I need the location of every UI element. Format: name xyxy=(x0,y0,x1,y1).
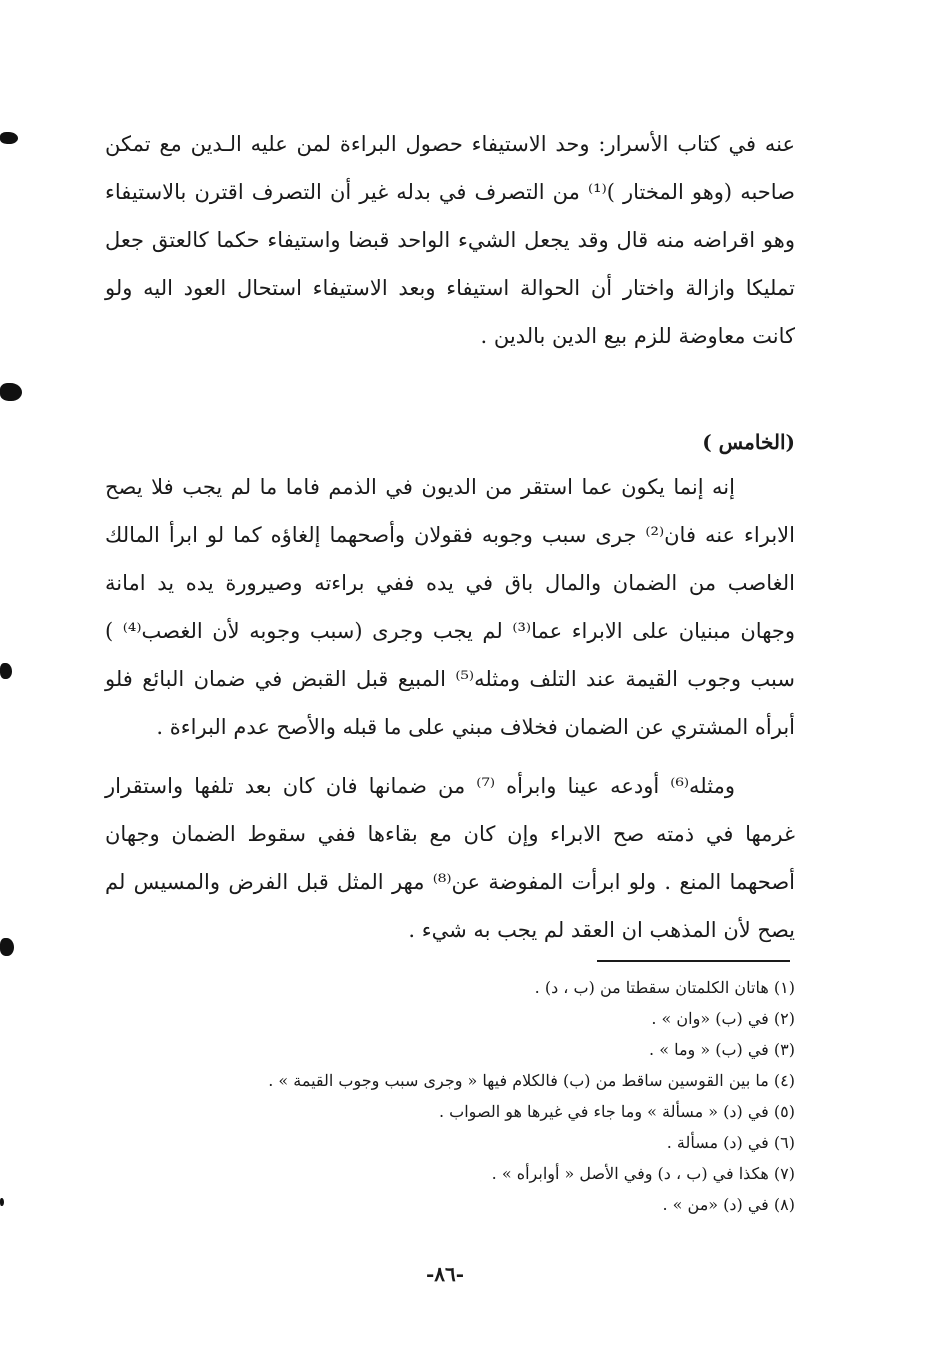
footnote-item: (٣) في (ب) « وما » . xyxy=(649,1040,795,1059)
footnote-item: (٦) في (د) مسألة . xyxy=(666,1133,795,1152)
footnote-item: (٨) في (د) «من » . xyxy=(662,1195,795,1214)
footnote-item: (١) هاتان الكلمتان سقطتا من (ب ، د) . xyxy=(534,978,795,997)
section-heading: (الخامس ) xyxy=(702,430,795,454)
body-paragraph-2: إنه إنما يكون عما استقر من الديون في الذمم فاما ما لم يجب فلا يصح الابراء عنه فان⁽²⁾ جرى سبب وجوبه فقولان وأصحهما إلغاؤه كما لو ابرأ المالك الغاصب من الضمان والمال باق في يده ففي براءته وصيرورة يده يد امانة وجهان مبنيان على الابراء عما⁽³⁾ لم يجب وجرى (سبب وجوبه لأن الغصب⁽⁴⁾ ) سبب وجوب القيمة عند التلف ومثله⁽⁵⁾ المبيع قبل القبض في ضمان البائع فلو أبرأه المشتري عن الضمان فخلاف مبني على ما قبله والأصح عدم البراءة . xyxy=(105,475,795,739)
scan-edge-mark xyxy=(0,383,22,401)
scan-edge-mark xyxy=(0,663,12,679)
body-paragraph-3: ومثله⁽⁶⁾ أودعه عينا وابرأه ⁽⁷⁾ من ضمانها فان كان بعد تلفها واستقرار غرمها في ذمته صح الابراء وإن كان مع بقاءها ففي سقوط الضمان وجهان أصحهما المنع . ولو ابرأت المفوضة عن⁽⁸⁾ مهر المثل قبل الفرض والمسيس لم يصح لأن المذهب ان العقد لم يجب به شيء . xyxy=(105,774,795,942)
page-number: -٨٦- xyxy=(425,1262,465,1286)
scan-edge-mark xyxy=(0,132,18,144)
footnote-item: (٥) في (د) « مسألة » وما جاء في غيرها هو الصواب . xyxy=(439,1102,795,1121)
footnote-item: (٢) في (ب) «وان » . xyxy=(651,1009,795,1028)
scan-edge-mark xyxy=(0,1198,4,1206)
footnote-item: (٧) هكذا في (ب ، د) وفي الأصل « أوابرأه » . xyxy=(491,1164,795,1183)
footnotes-list xyxy=(200,972,795,1220)
footnote-divider xyxy=(597,960,790,962)
body-paragraph-1: عنه في كتاب الأسرار: وحد الاستيفاء حصول البراءة لمن عليه الـدين مع تمكن صاحبه (وهو المختار )⁽¹⁾ من التصرف في بدله غير أن التصرف اقترن بالاستيفاء وهو اقراضه منه قال وقد يجعل الشيء الواحد قبضا واستيفاء حكما كالعتق جعل تمليكا وازالة واختار أن الحوالة استيفاء وبعد الاستيفاء استحال العود اليه ولو كانت معاوضة للزم بيع الدين بالدين . xyxy=(105,132,795,348)
scan-edge-mark xyxy=(0,938,14,956)
footnote-item: (٤) ما بين القوسين ساقط من (ب) فالكلام فيها « وجرى سبب وجوب القيمة » . xyxy=(268,1071,795,1090)
